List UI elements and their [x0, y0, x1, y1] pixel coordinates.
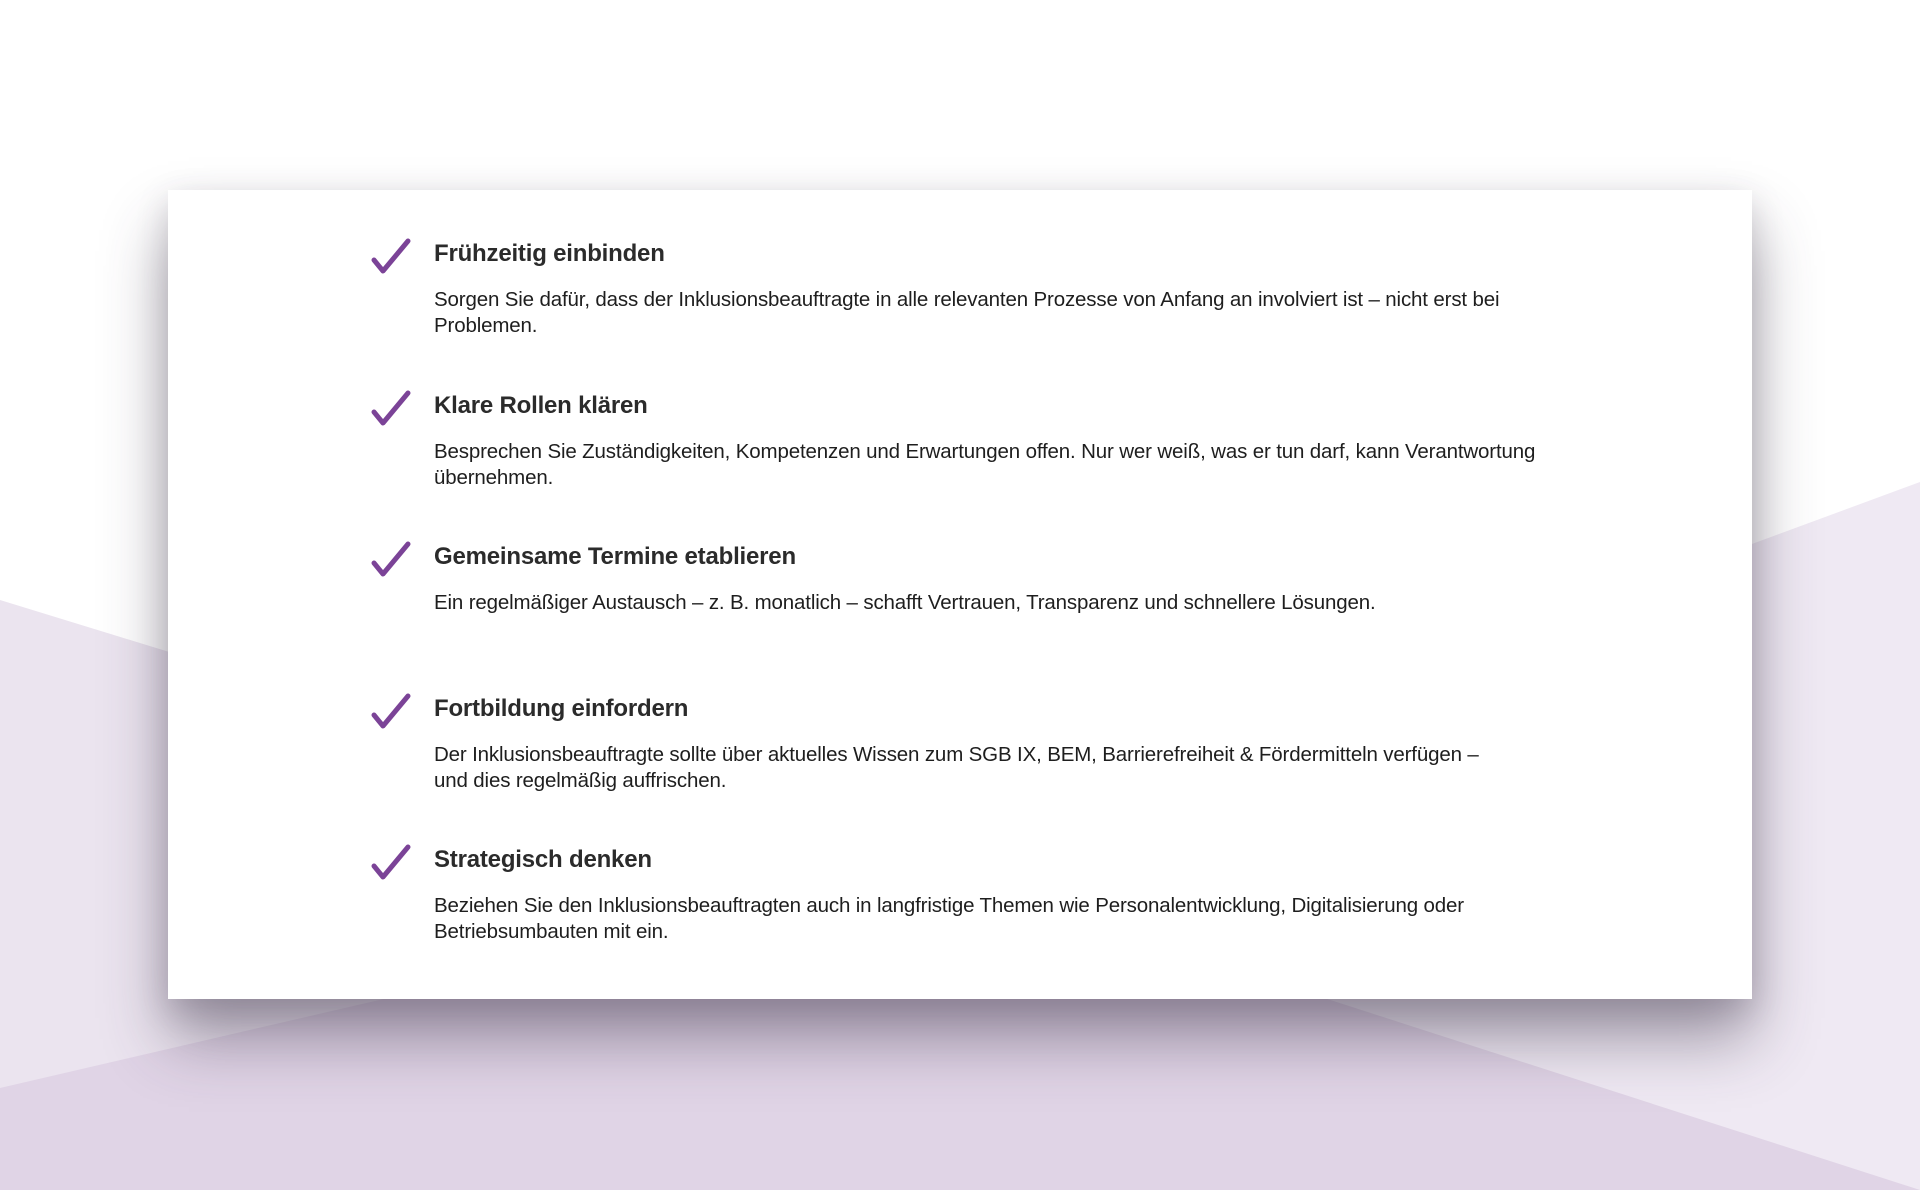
item-title: Strategisch denken [434, 846, 652, 873]
list-item [368, 390, 1548, 542]
item-description: Sorgen Sie dafür, dass der Inklusionsbeauftragte in alle relevanten Prozesse von Anfang an involviert ist – nicht erst bei Problemen. [434, 288, 1500, 337]
item-description: Der Inklusionsbeauftragte sollte über aktuelles Wissen zum SGB IX, BEM, Barrierefreiheit & Fördermitteln verfügen – und dies regelmäßig auffrischen. [434, 742, 1479, 792]
check-icon [368, 537, 414, 583]
list-item [368, 238, 1548, 390]
item-title: Klare Rollen klären [434, 391, 648, 419]
item-title: Fortbildung einfordern [434, 694, 689, 722]
item-title: Frühzeitig einbinden [434, 240, 665, 267]
check-icon [368, 386, 414, 432]
item-title: Gemeinsame Termine etablieren [434, 543, 796, 570]
list-item [368, 693, 1548, 845]
check-icon [368, 840, 414, 886]
item-description: Beziehen Sie den Inklusionsbeauftragten auch in langfristige Themen wie Personalentwicklung, Digitalisierung oder Betriebsumbauten mit ein. [434, 894, 1464, 943]
content-card [168, 190, 1752, 999]
list-item [368, 541, 1548, 693]
item-description: Ein regelmäßiger Austausch – z. B. monatlich – schafft Vertrauen, Transparenz und schnellere Lösungen. [434, 591, 1376, 614]
check-icon [368, 689, 414, 735]
item-description: Besprechen Sie Zuständigkeiten, Kompetenzen und Erwartungen offen. Nur wer weiß, was er tun darf, kann Verantwortung übernehmen. [434, 439, 1536, 489]
check-icon [368, 234, 414, 280]
list-item [368, 844, 1548, 996]
checklist [368, 238, 1548, 996]
